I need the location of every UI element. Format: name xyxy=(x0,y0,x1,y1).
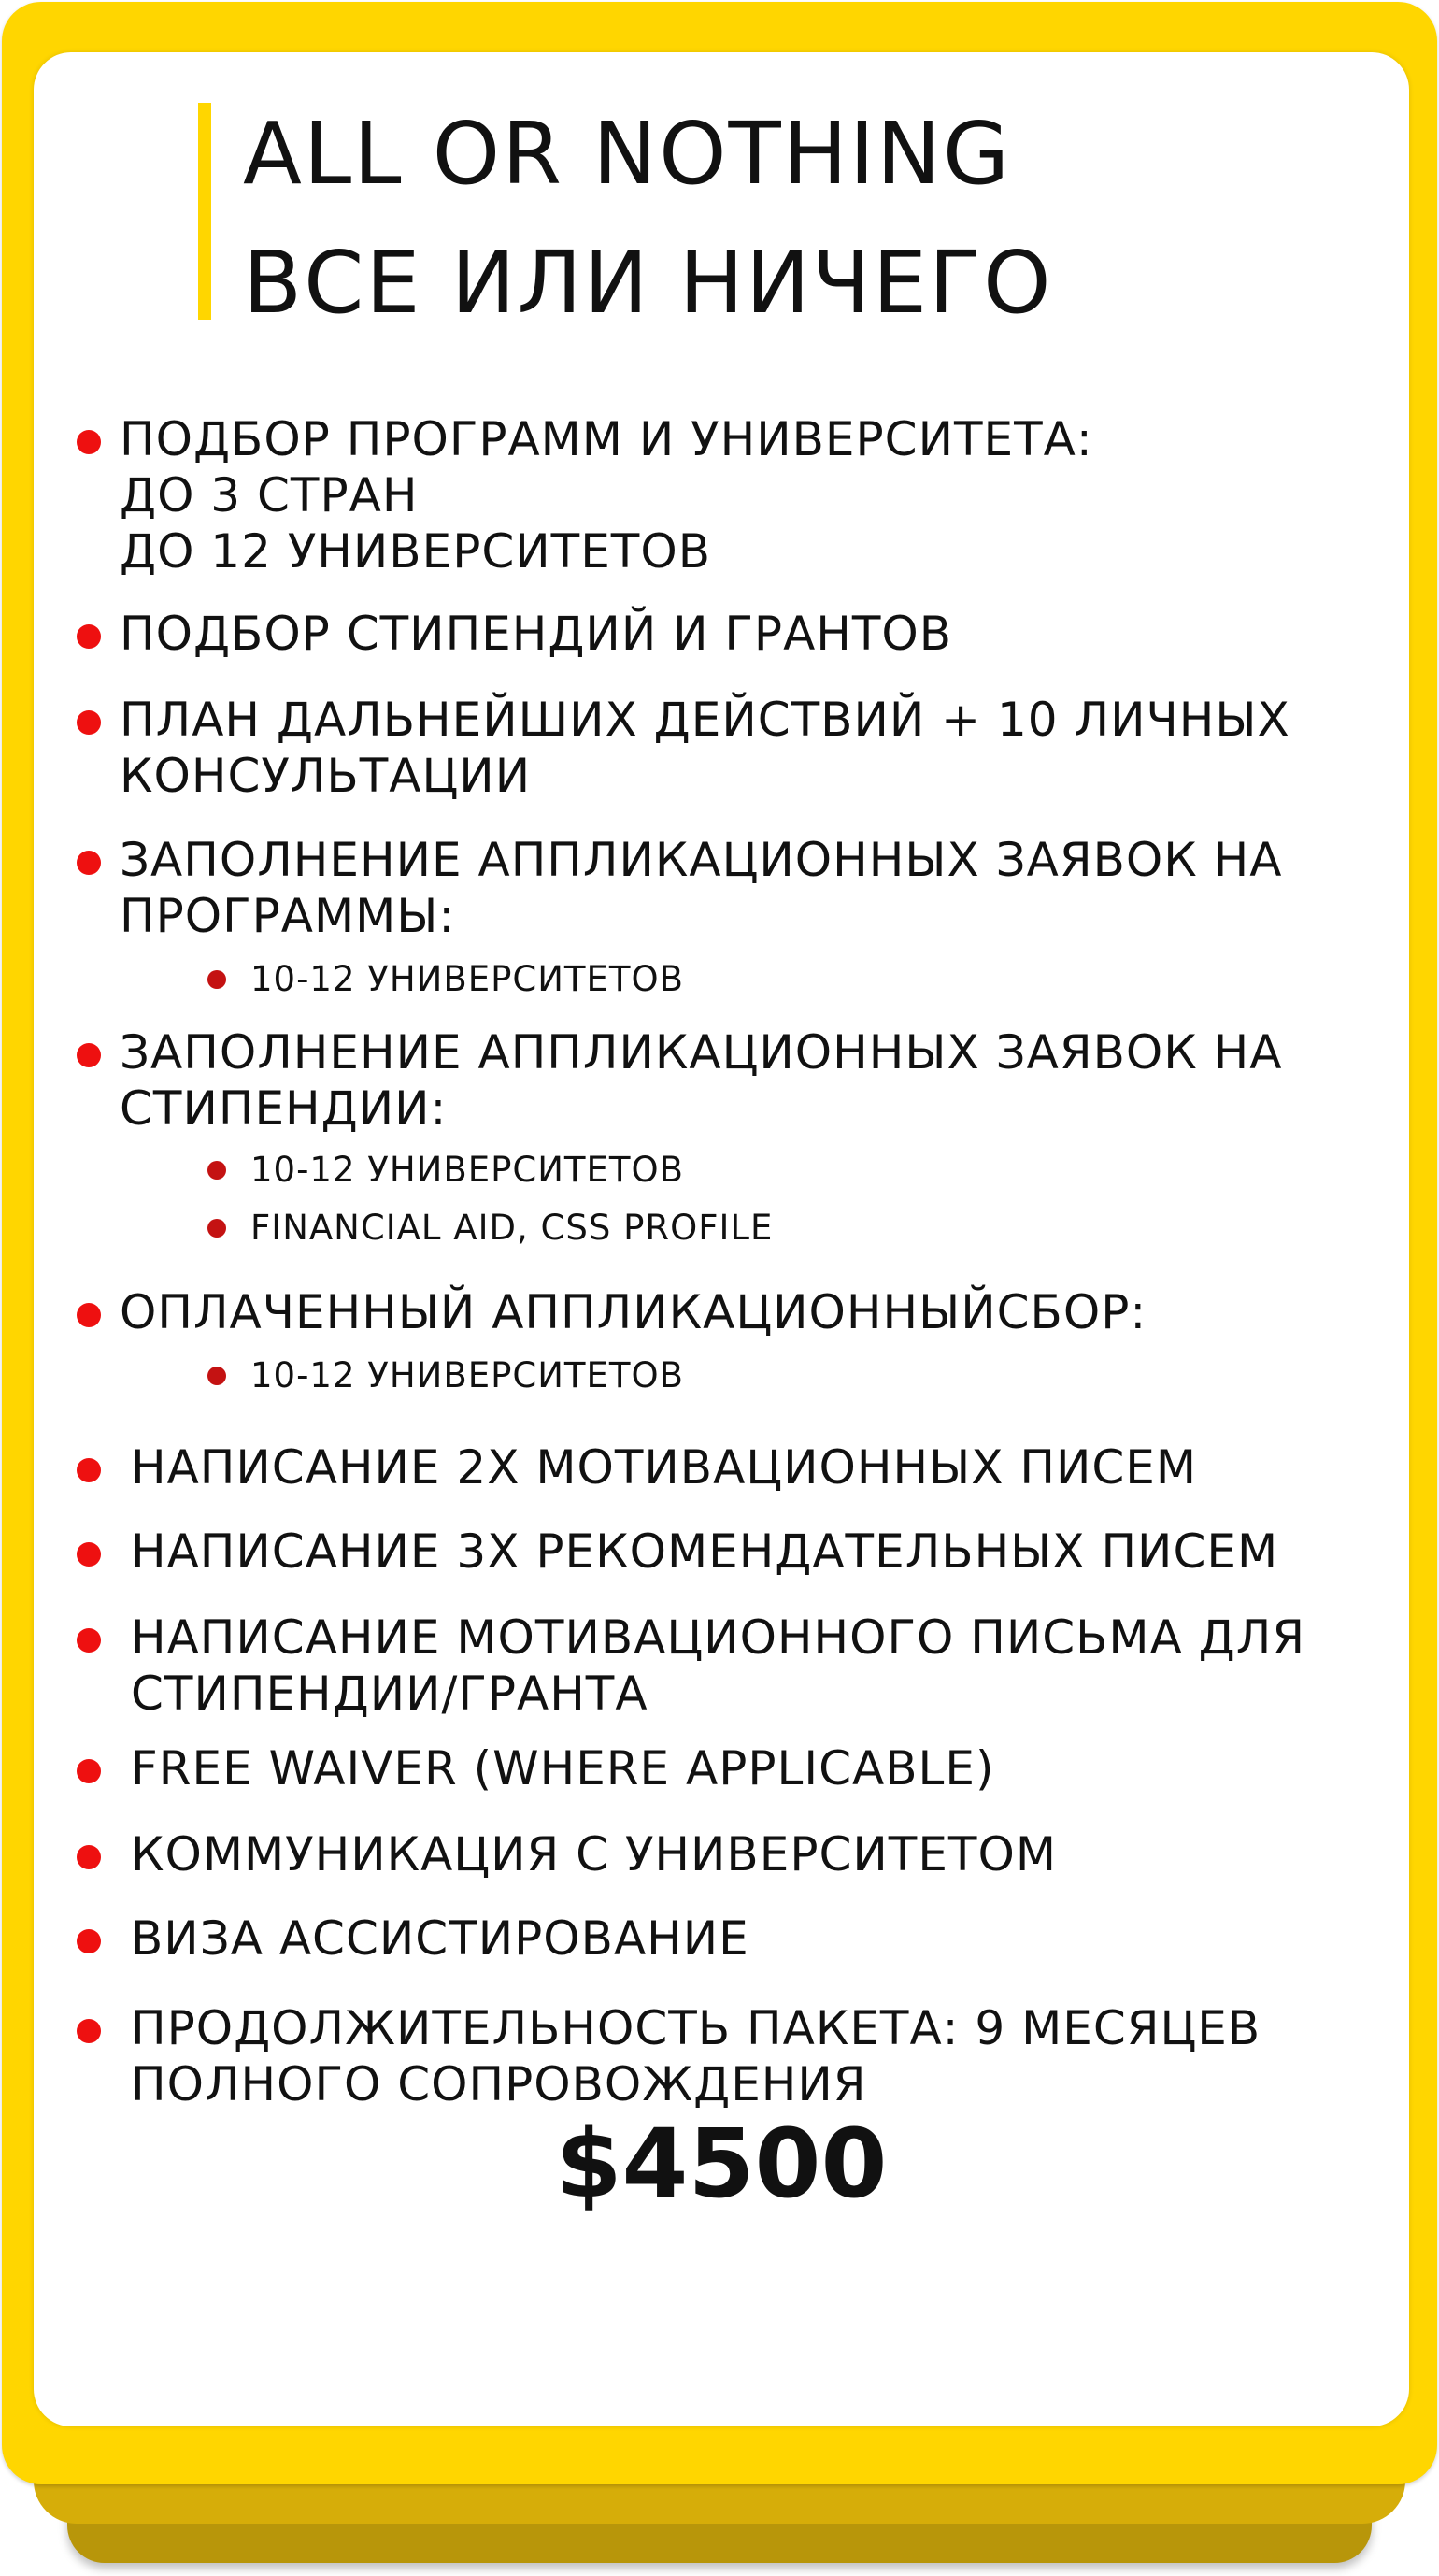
list-item-line: ПОЛНОГО СОПРОВОЖДЕНИЯ xyxy=(131,2057,867,2111)
list-item-line: ПЛАН ДАЛЬНЕЙШИХ ДЕЙСТВИЙ + 10 ЛИЧНЫХ xyxy=(120,693,1290,747)
bullet-icon xyxy=(77,1542,101,1567)
sub-list-item: 10-12 УНИВЕРСИТЕТОВ xyxy=(250,959,684,999)
list-item-line: СТИПЕНДИИ: xyxy=(120,1081,448,1136)
sub-bullet-icon xyxy=(207,1219,226,1238)
list-item-line: ПОДБОР ПРОГРАММ И УНИВЕРСИТЕТА: xyxy=(120,412,1093,466)
bullet-icon xyxy=(77,1628,101,1653)
package-price: $4500 xyxy=(555,2109,888,2220)
list-item-line: НАПИСАНИЕ 3Х РЕКОМЕНДАТЕЛЬНЫХ ПИСЕМ xyxy=(131,1524,1279,1579)
bullet-icon xyxy=(77,1303,101,1327)
feature-list xyxy=(34,52,1409,2426)
sub-list-item: 10-12 УНИВЕРСИТЕТОВ xyxy=(250,1355,684,1395)
sub-list-item: FINANCIAL AID, CSS PROFILE xyxy=(250,1208,774,1248)
sub-bullet-icon xyxy=(207,1161,226,1180)
bullet-icon xyxy=(77,1929,101,1953)
sub-bullet-icon xyxy=(207,1367,226,1385)
list-item-line: ДО 12 УНИВЕРСИТЕТОВ xyxy=(120,524,711,579)
list-item-line: КОНСУЛЬТАЦИИ xyxy=(120,749,532,803)
list-item-line: НАПИСАНИЕ МОТИВАЦИОННОГО ПИСЬМА ДЛЯ xyxy=(131,1610,1306,1665)
bullet-icon xyxy=(77,1043,101,1067)
list-item-line: ВИЗА АССИСТИРОВАНИЕ xyxy=(131,1911,749,1966)
sub-list-item: 10-12 УНИВЕРСИТЕТОВ xyxy=(250,1150,684,1190)
list-item-line: ПРОДОЛЖИТЕЛЬНОСТЬ ПАКЕТА: 9 МЕСЯЦЕВ xyxy=(131,2001,1261,2055)
list-item-line: ЗАПОЛНЕНИЕ АППЛИКАЦИОННЫХ ЗАЯВОК НА xyxy=(120,833,1283,887)
bullet-icon xyxy=(77,2019,101,2043)
list-item-line: СТИПЕНДИИ/ГРАНТА xyxy=(131,1667,648,1721)
list-item-line: ЗАПОЛНЕНИЕ АППЛИКАЦИОННЫХ ЗАЯВОК НА xyxy=(120,1025,1283,1080)
bullet-icon xyxy=(77,430,101,454)
bullet-icon xyxy=(77,624,101,649)
list-item-line: НАПИСАНИЕ 2Х МОТИВАЦИОННЫХ ПИСЕМ xyxy=(131,1440,1197,1495)
package-title-en: ALL OR NOTHING xyxy=(243,104,1012,204)
list-item-line: ОПЛАЧЕННЫЙ АППЛИКАЦИОННЫЙСБОР: xyxy=(120,1285,1147,1339)
list-item-line: FREE WAIVER (WHERE APPLICABLE) xyxy=(131,1741,995,1796)
bullet-icon xyxy=(77,1845,101,1869)
list-item-line: ДО 3 СТРАН xyxy=(120,468,419,522)
pricing-card-body xyxy=(34,52,1409,2426)
package-title-ru: ВСЕ ИЛИ НИЧЕГО xyxy=(243,233,1053,333)
sub-bullet-icon xyxy=(207,970,226,989)
bullet-icon xyxy=(77,1458,101,1482)
bullet-icon xyxy=(77,710,101,735)
list-item-line: ПРОГРАММЫ: xyxy=(120,889,456,943)
bullet-icon xyxy=(77,1759,101,1783)
list-item-line: ПОДБОР СТИПЕНДИЙ И ГРАНТОВ xyxy=(120,607,953,661)
bullet-icon xyxy=(77,851,101,875)
pricing-card xyxy=(2,2,1437,2484)
list-item-line: КОММУНИКАЦИЯ С УНИВЕРСИТЕТОМ xyxy=(131,1827,1057,1882)
